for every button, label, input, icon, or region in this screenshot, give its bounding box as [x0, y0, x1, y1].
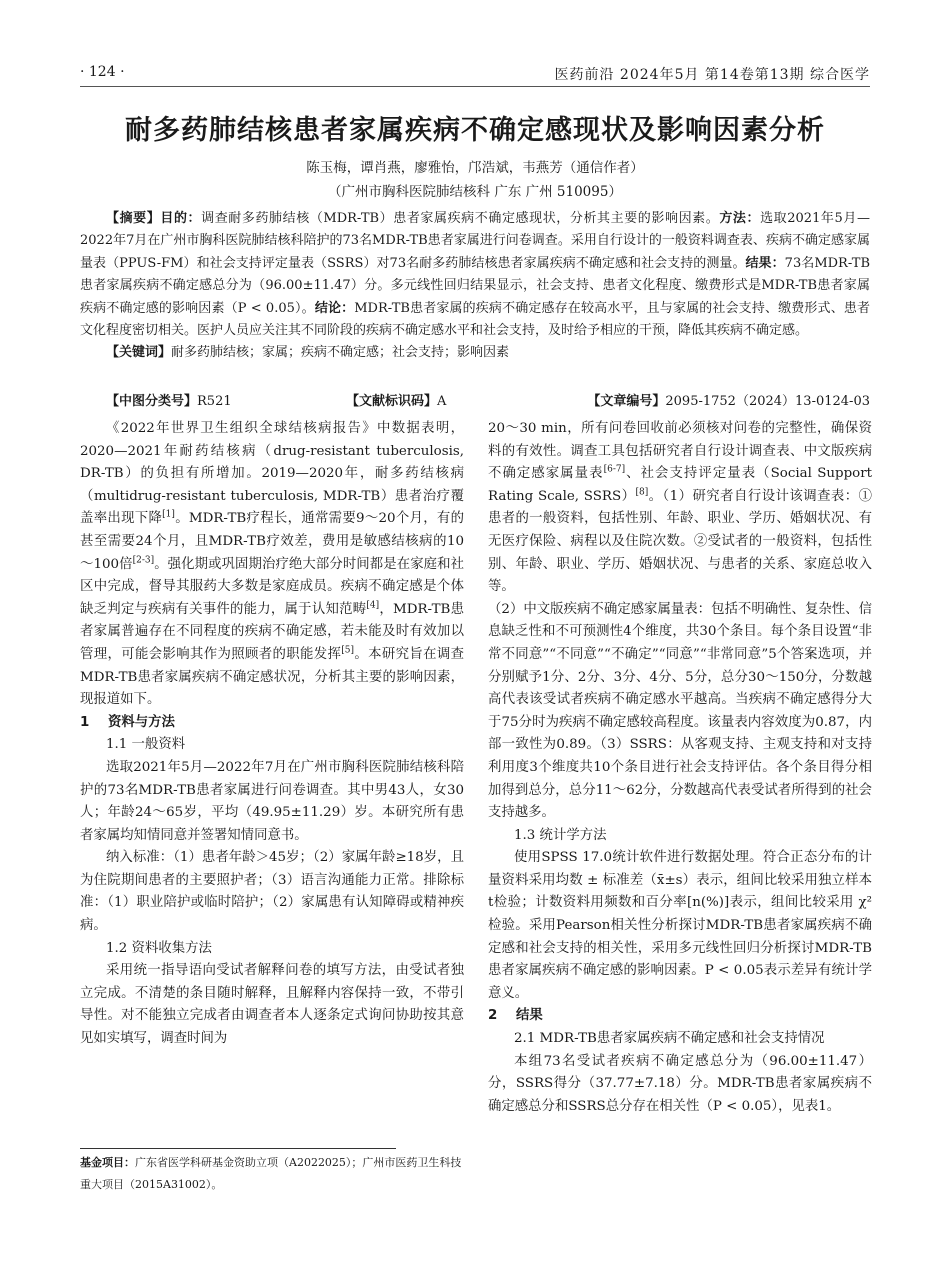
article-number-value: 2095-1752（2024）13-0124-03 — [665, 394, 870, 409]
abstract-paragraph — [80, 208, 870, 342]
collection-paragraph: 采用统一指导语向受试者解释问卷的填写方法，由受试者独立完成。不清楚的条目随时解释，且解释内容保持一致，不带引导性。对不能独立完成者由调查者本人逐条定式询问协助按其意见如实填写，调查时间为 — [80, 963, 464, 1047]
page-number: · 124 · — [80, 64, 125, 80]
subsection-heading-1-2: 1.2 资料收集方法 — [106, 940, 212, 956]
intro-text-e: 。本研究旨在调查MDR-TB患者家属疾病不确定感状况，分析其主要的影响因素，现报道如下。 — [80, 646, 464, 708]
citation-ref: [4] — [366, 600, 380, 611]
citation-ref: [1] — [162, 509, 175, 520]
clc-value: R521 — [197, 394, 232, 409]
section-number: 2 — [488, 1008, 498, 1024]
results-paragraph: 本组73名受试者疾病不确定感总分为（96.00±11.47）分，SSRS得分（37.77±7.18）分。MDR-TB患者家属疾病不确定感总分和SSRS总分存在相关性（P < 0.05），见表1。 — [488, 1053, 872, 1114]
affiliation: （广州市胸科医院肺结核科 广东 广州 510095） — [328, 184, 622, 200]
collection-text-a: 20～30 min，所有问卷回收前必须核对问卷的完整性，确保资料的有效性。调查工具包括研究者自行设计调查表、中文版疾病不确定感家属量表 — [488, 421, 872, 482]
classification-line — [80, 390, 870, 410]
collection-paragraph-continued — [488, 418, 872, 599]
intro-text-b: 。MDR-TB疗程长，通常需要9～20个月，有的甚至需要24个月，且MDR-TB疗效差，费用是敏感结核病的10～100倍 — [80, 511, 465, 572]
tools-paragraph: （2）中文版疾病不确定感家属量表：包括不明确性、复杂性、信息缺乏性和不可预测性4个维度，共30个条目。每个条目设置“非常不同意”“不同意”“不确定”“同意”“非常同意”5个答案选项，并分别赋予1分、2分、3分、4分、5分，总分30～150分，分数越高代表该受试者疾病不确定感水平越高。当疾病不确定感得分大于75分时为疾病不确定感较高程度。该量表内容效度为0.87，内部一致性为0.89。（3）SSRS：从客观支持、主观支持和对支持利用度3个维度共10个条目进行社会支持评估。各个条目得分相加得到总分，总分11～62分，分数越高代表受试者所得到的社会支持越多。 — [488, 601, 872, 821]
doc-code-field — [346, 390, 446, 409]
intro-text-d: ，MDR-TB患者家属普遍存在不同程度的疾病不确定感，若未能及时有效加以管理，可能会影响其作为照顾者的职能发挥 — [80, 601, 464, 662]
subsection-heading-1-1: 1.1 一般资料 — [106, 737, 186, 753]
section-heading-2 — [488, 1005, 872, 1028]
article-number-field — [587, 390, 870, 409]
purpose-label: 目的： — [160, 211, 202, 226]
clc-field — [106, 390, 232, 409]
keywords-line — [80, 342, 870, 364]
method-label: 方法： — [719, 211, 761, 226]
doc-code-label: 【文献标识码】 — [346, 394, 438, 409]
section-title: 资料与方法 — [108, 714, 175, 730]
journal-info: 医药前沿 2024年5月 第14卷第13期 综合医学 — [554, 67, 870, 83]
citation-ref: [5] — [341, 645, 354, 656]
citation-ref: [2-3] — [132, 555, 155, 566]
article-number-label: 【文章编号】 — [587, 394, 666, 409]
subsection-heading-2-1: 2.1 MDR-TB患者家属疾病不确定感和社会支持情况 — [514, 1031, 825, 1047]
collection-text-c: 。（1）研究者自行设计该调查表：①患者的一般资料，包括性别、年龄、职业、学历、婚姻状况、有无医疗保险、病程以及住院次数。②受试者的一般资料，包括性别、年龄、职业、学历、婚姻状况、与患者的关系、家庭总收入等。 — [488, 488, 872, 595]
right-column — [488, 418, 872, 1118]
left-column — [80, 418, 464, 1051]
conclusion-text: MDR-TB患者家属的疾病不确定感存在较高水平，且与家属的社会支持、缴费形式、患者文化程度密切相关。医护人员应关注其不同阶段的疾病不确定感水平和社会支持，及时给予相应的干预，降低其疾病不确定感。 — [80, 300, 870, 339]
result-text: 73名MDR-TB患者家属疾病不确定感总分为（96.00±11.47）分。多元线性回归结果显示，社会支持、患者文化程度、缴费形式是MDR-TB患者家属疾病不确定感的影响因素（P < 0.05）。 — [80, 255, 870, 316]
criteria-paragraph: 纳入标准：（1）患者年龄＞45岁；（2）家属年龄≥18岁，且为住院期间患者的主要照护者；（3）语言沟通能力正常。排除标准：（1）职业陪护或临时陪护；（2）家属患有认知障碍或精神疾病。 — [80, 850, 464, 934]
author-list: 陈玉梅，谭肖燕，廖雅怡，邝浩斌，韦燕芳（通信作者） — [306, 160, 644, 176]
section-number: 1 — [80, 714, 90, 730]
keywords-text: 耐多药肺结核；家属；疾病不确定感；社会支持；影响因素 — [171, 345, 510, 361]
funding-footnote — [80, 1152, 470, 1196]
intro-text-a: 《2022年世界卫生组织全球结核病报告》中数据表明，2020—2021年耐药结核病（drug-resistant tuberculosis, DR-TB）的负担有所增加。2019—2020年，耐多药结核病（multidrug-resistant tuberculosis, MDR-TB）患者治疗覆盖率出现下降 — [80, 421, 464, 527]
keywords-label: 【关键词】 — [106, 345, 172, 361]
subsection-heading-1-3: 1.3 统计学方法 — [514, 827, 607, 843]
general-data-paragraph: 选取2021年5月—2022年7月在广州市胸科医院肺结核科陪护的73名MDR-TB患者家属进行问卷调查。其中男43人，女30人；年龄24～65岁，平均（49.95±11.29）岁。本研究所有患者家属均知情同意并签署知情同意书。 — [80, 759, 464, 843]
collection-text-b: 、社会支持评定量表（Social Support Rating Scale, SSRS） — [488, 466, 872, 504]
doc-code-value: A — [437, 394, 447, 409]
conclusion-label: 结论： — [314, 300, 355, 316]
footnote-divider — [80, 1148, 396, 1149]
intro-text-c: 。强化期或巩固期治疗绝大部分时间都是在家庭和社区中完成，督导其服药大多数是家庭成员。疾病不确定感是个体缺乏判定与疾病有关事件的能力，属于认知范畴 — [80, 556, 464, 617]
method-text: 选取2021年5月—2022年7月在广州市胸科医院肺结核科陪护的73名MDR-TB患者家属进行问卷调查。采用自行设计的一般资料调查表、疾病不确定感家属量表（PPUS-FM）和社会支持评定量表（SSRS）对73名耐多药肺结核患者家属疾病不确定感和社会支持的测量。 — [80, 211, 870, 271]
clc-label: 【中图分类号】 — [106, 394, 198, 409]
section-heading-1 — [80, 712, 464, 735]
purpose-text: 调查耐多药肺结核（MDR-TB）患者家属疾病不确定感现状，分析其主要的影响因素。 — [201, 211, 720, 226]
statistics-paragraph: 使用SPSS 17.0统计软件进行数据处理。符合正态分布的计量资料采用均数 ± 标准差（x̄±s）表示，组间比较采用独立样本t检验；计数资料用频数和百分率[n(%)]表示，组间比较采用 χ² 检验。采用Pearson相关性分析探讨MDR-TB患者家属疾病不确定感和社会支持的相关性，采用多元线性回归分析探讨MDR-TB患者家属疾病不确定感的影响因素。P < 0.05表示差异有统计学意义。 — [488, 850, 872, 1001]
funding-text: 广东省医学科研基金资助立项（A2022025）；广州市医药卫生科技重大项目（2015A31002）。 — [80, 1156, 462, 1191]
abstract-block — [80, 208, 870, 365]
result-label: 结果： — [745, 255, 785, 271]
citation-ref: [6-7] — [603, 464, 626, 475]
section-title: 结果 — [516, 1008, 543, 1024]
intro-paragraph — [80, 418, 464, 712]
citation-ref: [8] — [635, 487, 649, 498]
running-header — [80, 56, 870, 87]
abstract-label: 【摘要】 — [106, 211, 161, 226]
article-title: 耐多药肺结核患者家属疾病不确定感现状及影响因素分析 — [125, 115, 825, 146]
funding-label: 基金项目： — [80, 1156, 135, 1169]
